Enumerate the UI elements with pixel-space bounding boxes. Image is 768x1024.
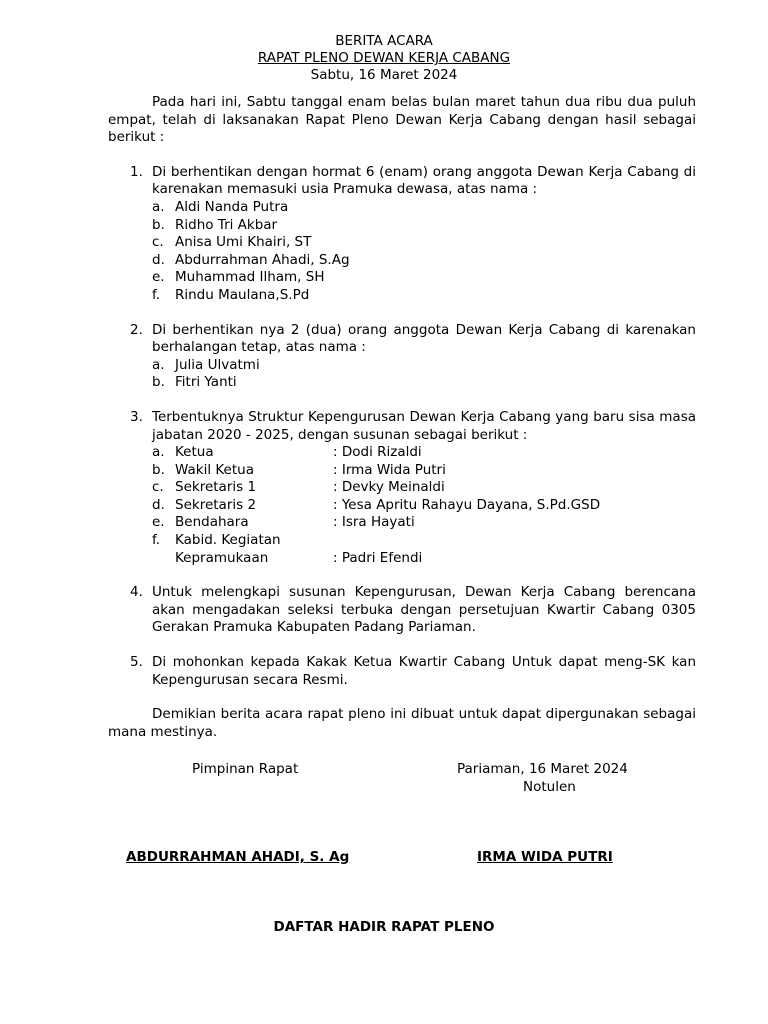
list-item: b. Fitri Yanti	[152, 374, 237, 391]
signature-block	[0, 761, 768, 871]
list-item: a. Julia Ulvatmi	[152, 356, 260, 373]
role-label: Kabid. Kegiatan	[175, 532, 281, 549]
numbered-item-4	[108, 584, 696, 637]
role-row: d. Sekretaris 2 : Yesa Apritu Rahayu Dayana, S.Pd.GSD	[152, 497, 696, 515]
list-item: c. Anisa Umi Khairi, ST	[152, 234, 312, 251]
item-number: 1.	[130, 163, 143, 180]
role-row	[152, 550, 696, 568]
role-label-continued: Kepramukaan	[175, 549, 269, 566]
list-item: f. Rindu Maulana,S.Pd	[152, 286, 310, 303]
item-number: 4.	[130, 584, 143, 601]
role-label: Wakil Ketua	[175, 461, 254, 478]
document-date: Sabtu, 16 Maret 2024	[310, 67, 458, 83]
role-row: b. Wakil Ketua : Irma Wida Putri	[152, 462, 696, 480]
chair-label: Pimpinan Rapat	[192, 761, 299, 777]
document-subtitle: RAPAT PLENO DEWAN KERJA CABANG	[257, 50, 511, 66]
item-number: 2.	[130, 321, 143, 338]
role-label: Sekretaris 2	[175, 496, 257, 513]
intro-paragraph: Pada hari ini, Sabtu tanggal enam belas bulan maret tahun dua ribu dua puluh empat, telah di laksanakan Rapat Pleno Dewan Kerja Cabang dengan hasil sebagai berikut :	[108, 94, 696, 146]
role-value: : Dodi Rizaldi	[333, 444, 422, 461]
item-text: Untuk melengkapi susunan Kepengurusan, Dewan Kerja Cabang berencana akan mengadakan seleksi terbuka dengan persetujuan Kwartir Cabang 0305 Gerakan Pramuka Kabupaten Padang Pariaman.	[152, 584, 696, 636]
place-date: Pariaman, 16 Maret 2024	[457, 761, 628, 777]
role-label: Sekretaris 1	[175, 479, 257, 496]
role-value: : Yesa Apritu Rahayu Dayana, S.Pd.GSD	[333, 496, 601, 513]
secretary-label: Notulen	[523, 779, 576, 795]
item-text: Di mohonkan kepada Kakak Ketua Kwartir Cabang Untuk dapat meng-SK kan Kepengurusan secara Resmi.	[152, 654, 696, 688]
numbered-item-3	[108, 409, 696, 567]
list-item: e. Muhammad Ilham, SH	[152, 269, 325, 286]
numbered-item-1	[108, 164, 696, 305]
list-item: a. Aldi Nanda Putra	[152, 198, 289, 215]
attendance-list-title: DAFTAR HADIR RAPAT PLENO	[273, 919, 495, 935]
document-header	[0, 33, 768, 84]
item-number: 5.	[130, 654, 143, 671]
numbered-item-5	[108, 654, 696, 689]
role-label: Bendahara	[175, 514, 249, 531]
item-text: Di berhentikan nya 2 (dua) orang anggota Dewan Kerja Cabang di karenakan berhalangan tetap, atas nama :	[152, 321, 696, 356]
role-value: : Devky Meinaldi	[333, 479, 445, 496]
document-body	[108, 94, 696, 741]
role-row: e. Bendahara : Isra Hayati	[152, 514, 696, 532]
closing-paragraph: Demikian berita acara rapat pleno ini dibuat untuk dapat dipergunakan sebagai mana mestinya.	[108, 706, 696, 740]
chair-name: ABDURRAHMAN AHADI, S. Ag	[126, 849, 350, 865]
secretary-name: IRMA WIDA PUTRI	[477, 849, 613, 865]
item-text: Di berhentikan dengan hormat 6 (enam) orang anggota Dewan Kerja Cabang di karenakan memasuki usia Pramuka dewasa, atas nama :	[152, 163, 696, 198]
role-value: : Padri Efendi	[333, 549, 423, 566]
role-value: : Isra Hayati	[333, 514, 415, 531]
role-row: c. Sekretaris 1 : Devky Meinaldi	[152, 479, 696, 497]
role-row: f. Kabid. Kegiatan	[152, 532, 696, 550]
role-value: : Irma Wida Putri	[333, 461, 446, 478]
document-title: BERITA ACARA	[335, 33, 433, 49]
numbered-item-2	[108, 322, 696, 392]
role-row: a. Ketua : Dodi Rizaldi	[152, 444, 696, 462]
role-label: Ketua	[175, 444, 214, 461]
item-text: Terbentuknya Struktur Kepengurusan Dewan Kerja Cabang yang baru sisa masa jabatan 2020 - 2025, dengan susunan sebagai berikut :	[152, 408, 696, 443]
item-number: 3.	[130, 408, 143, 425]
list-item: d. Abdurrahman Ahadi, S.Ag	[152, 251, 350, 268]
list-item: b. Ridho Tri Akbar	[152, 216, 278, 233]
